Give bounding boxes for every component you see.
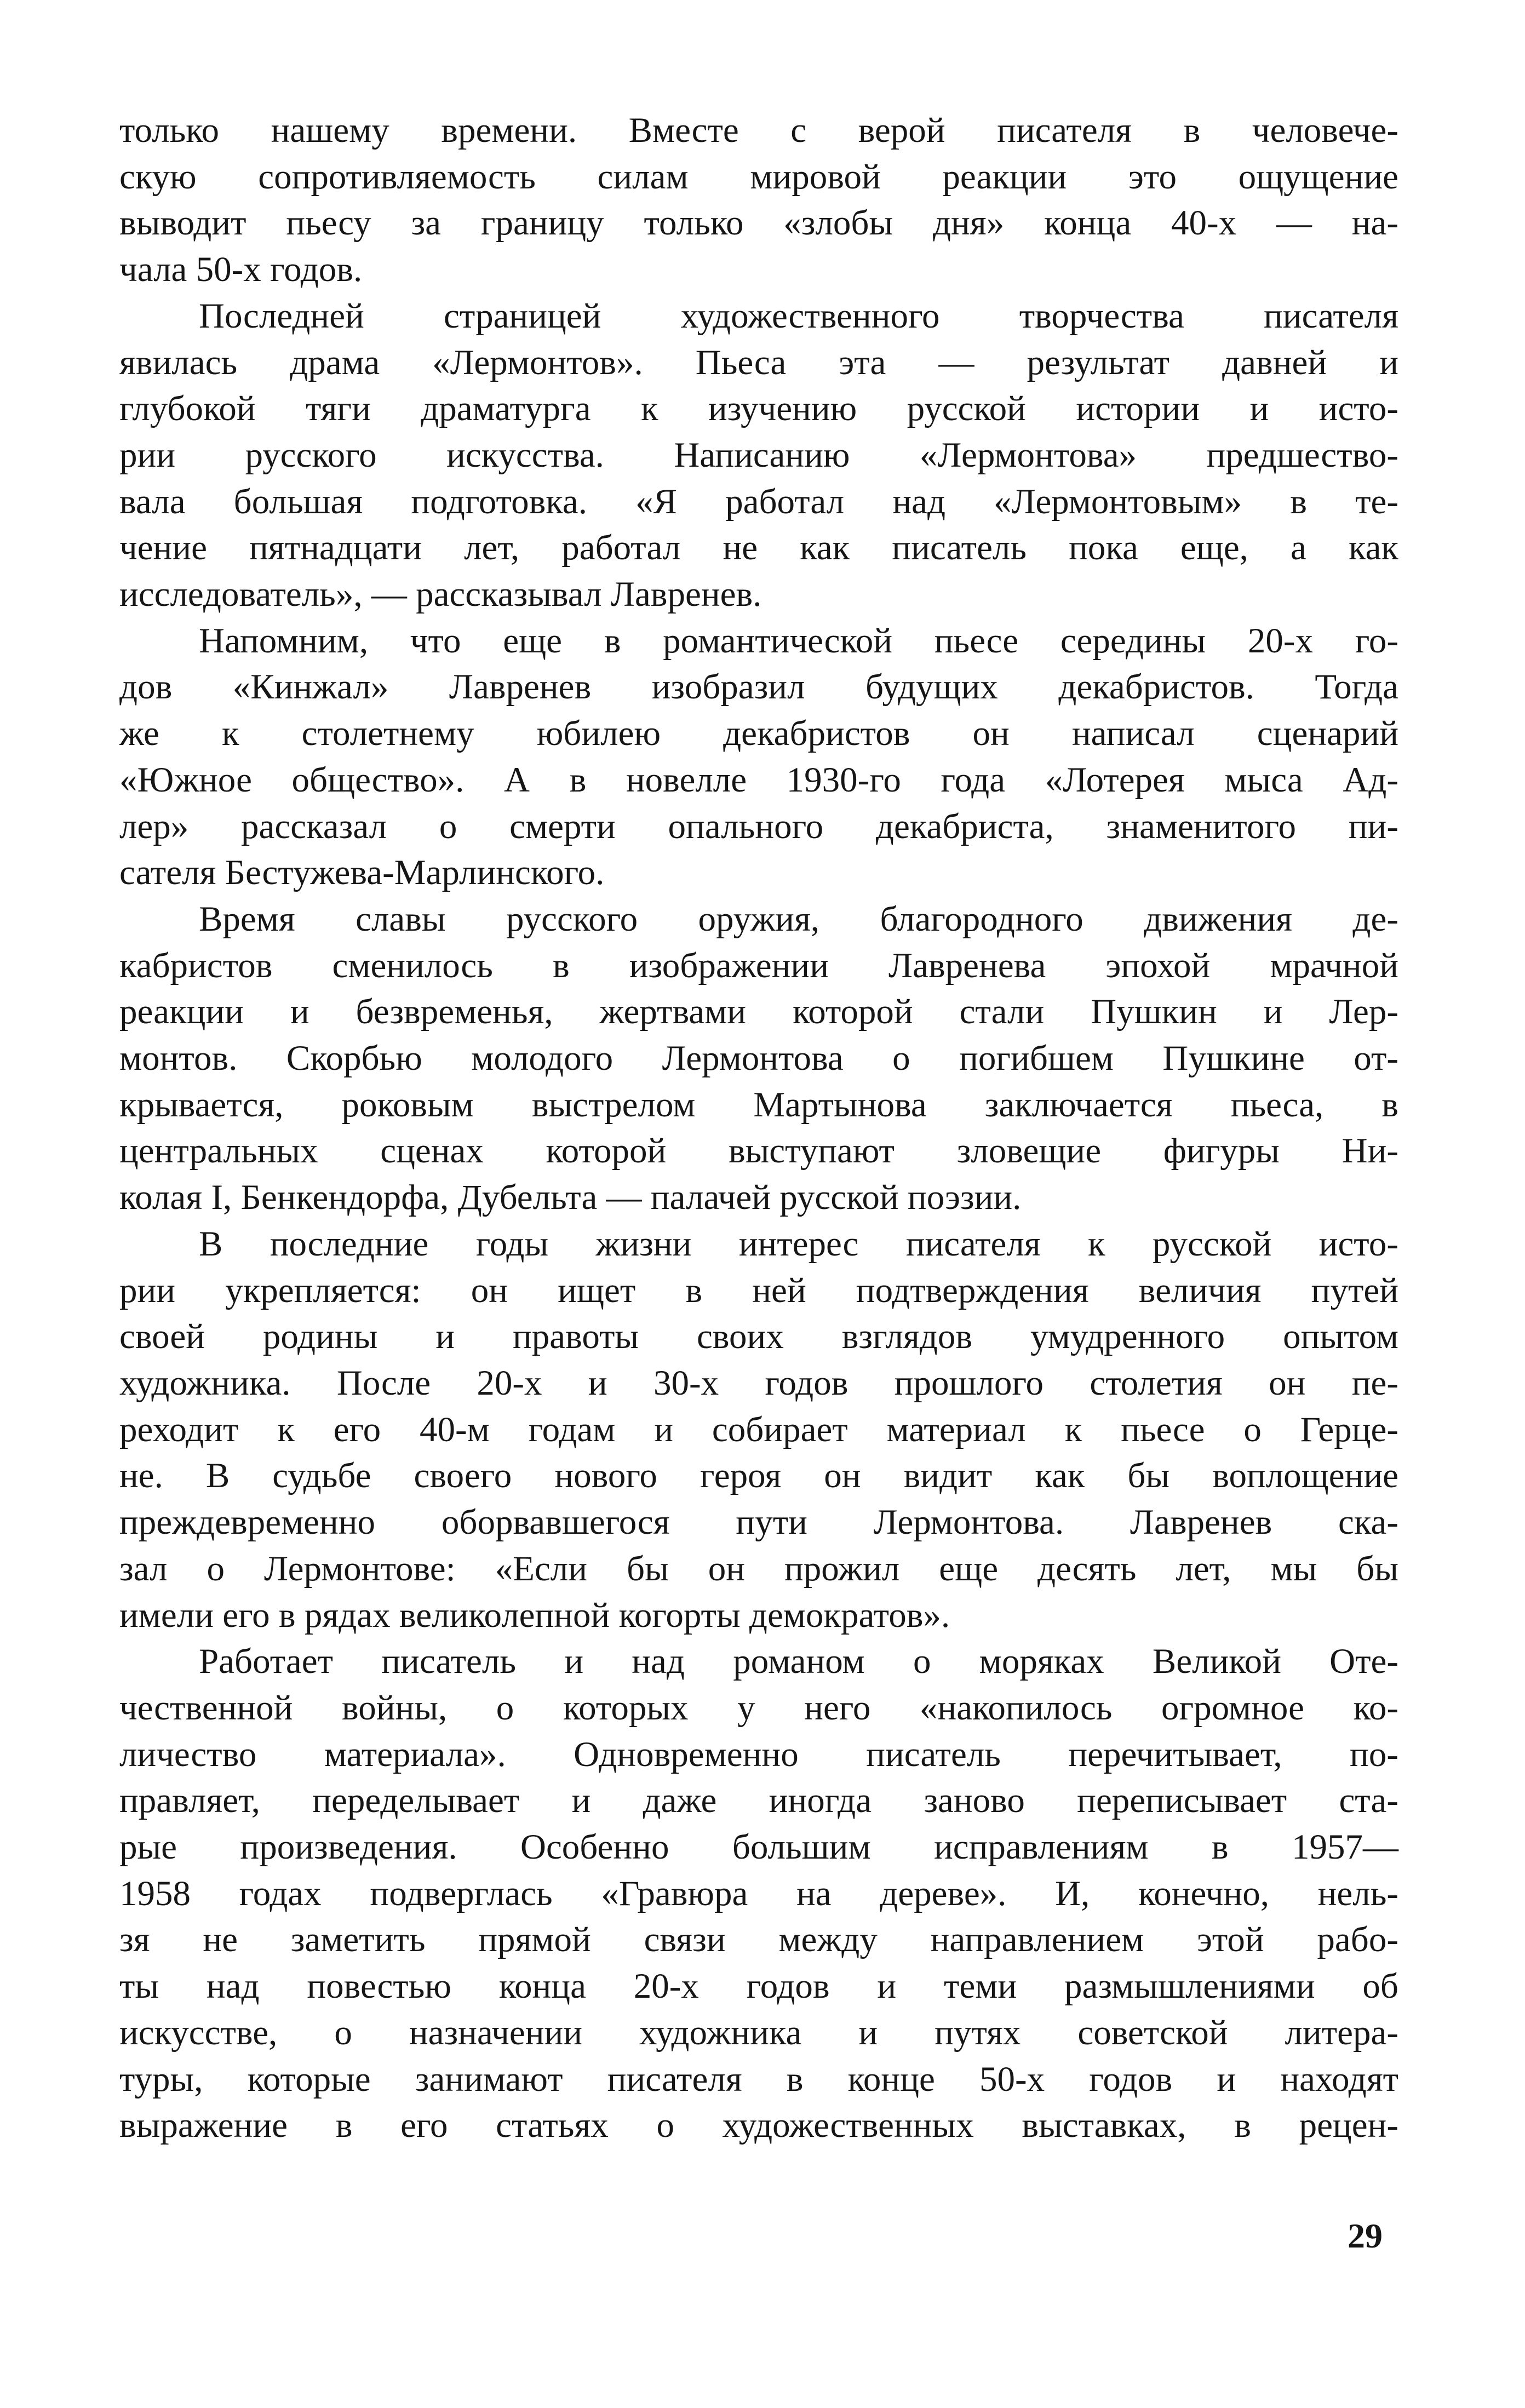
text-line: чение пятнадцати лет, работал не как писатель пока еще, а как (119, 528, 1398, 568)
text-line: преждевременно оборвавшегося пути Лермонтова. Лавренев ска- (119, 1503, 1398, 1543)
text-line: только нашему времени. Вместе с верой писателя в человече- (119, 111, 1398, 150)
text-line: выражение в его статьях о художественных выставках, в рецен- (119, 2106, 1398, 2146)
paragraph (119, 107, 1398, 293)
text-line: ты над повестью конца 20-х годов и теми размышлениями об (119, 1966, 1398, 2006)
paragraph (119, 293, 1398, 618)
text-line: крывается, роковым выстрелом Мартынова заключается пьеса, в (119, 1085, 1398, 1125)
text-line: реакции и безвременья, жертвами которой стали Пушкин и Лер- (119, 992, 1398, 1032)
text-line: своей родины и правоты своих взглядов умудренного опытом (119, 1317, 1398, 1357)
text-line: дов «Кинжал» Лавренев изобразил будущих декабристов. Тогда (119, 667, 1398, 707)
text-line: Время славы русского оружия, благородного движения де- (199, 899, 1398, 939)
text-line: выводит пьесу за границу только «злобы дня» конца 40-х — на- (119, 203, 1398, 243)
text-line: Последней страницей художественного творчества писателя (199, 296, 1398, 336)
page-number: 29 (1348, 2216, 1383, 2255)
text-line: «Южное общество». А в новелле 1930-го года «Лотерея мыса Ад- (119, 760, 1398, 800)
paragraph (119, 1221, 1398, 1638)
text-line: зя не заметить прямой связи между направлением этой рабо- (119, 1920, 1398, 1960)
text-line: центральных сценах которой выступают зловещие фигуры Ни- (119, 1131, 1398, 1171)
text-line: колая I, Бенкендорфа, Дубельта — палачей русской поэзии. (119, 1178, 1022, 1218)
text-line: туры, которые занимают писателя в конце 50-х годов и находят (119, 2059, 1398, 2099)
text-line: явилась драма «Лермонтов». Пьеса эта — результат давней и (119, 342, 1398, 382)
text-line: реходит к его 40-м годам и собирает материал к пьесе о Герце- (119, 1409, 1398, 1449)
text-line: скую сопротивляемость силам мировой реакции это ощущение (119, 157, 1398, 197)
text-line: 1958 годах подверглась «Гравюра на дереве». И, конечно, нель- (119, 1873, 1398, 1913)
text-line: рые произведения. Особенно большим исправлениям в 1957— (119, 1827, 1398, 1867)
text-line: искусстве, о назначении художника и путях советской литера- (119, 2013, 1398, 2052)
paragraph (119, 1638, 1398, 2149)
text-line: правляет, переделывает и даже иногда заново переписывает ста- (119, 1781, 1398, 1821)
text-line: Напомним, что еще в романтической пьесе середины 20-х го- (199, 621, 1398, 661)
text-line: В последние годы жизни интерес писателя к русской исто- (199, 1224, 1398, 1264)
text-line: сателя Бестужева-Марлинского. (119, 853, 605, 893)
text-line: имели его в рядах великолепной когорты демократов». (119, 1595, 950, 1635)
text-line: монтов. Скорбью молодого Лермонтова о погибшем Пушкине от- (119, 1039, 1398, 1079)
text-line: личество материала». Одновременно писатель перечитывает, по- (119, 1734, 1398, 1774)
text-line: зал о Лермонтове: «Если бы он прожил еще десять лет, мы бы (119, 1549, 1398, 1589)
text-line: рии укрепляется: он ищет в ней подтверждения величия путей (119, 1270, 1398, 1310)
paragraph (119, 618, 1398, 896)
page-body (119, 107, 1398, 2149)
text-line: глубокой тяги драматурга к изучению русской истории и исто- (119, 389, 1398, 429)
text-line: чественной войны, о которых у него «накопилось огромное ко- (119, 1688, 1398, 1728)
text-line: же к столетнему юбилею декабристов он написал сценарий (119, 714, 1398, 754)
text-line: Работает писатель и над романом о моряках Великой Оте- (199, 1642, 1398, 1682)
paragraph (119, 896, 1398, 1221)
text-line: не. В судьбе своего нового героя он видит как бы воплощение (119, 1456, 1398, 1496)
text-line: вала большая подготовка. «Я работал над «Лермонтовым» в те- (119, 481, 1398, 521)
text-line: чала 50-х годов. (119, 250, 363, 290)
text-line: исследователь», — рассказывал Лавренев. (119, 575, 762, 615)
text-line: кабристов сменилось в изображении Лавренева эпохой мрачной (119, 945, 1398, 985)
text-line: лер» рассказал о смерти опального декабриста, знаменитого пи- (119, 806, 1398, 846)
text-line: художника. После 20-х и 30-х годов прошлого столетия он пе- (119, 1363, 1398, 1403)
text-line: рии русского искусства. Написанию «Лермонтова» предшество- (119, 435, 1398, 475)
